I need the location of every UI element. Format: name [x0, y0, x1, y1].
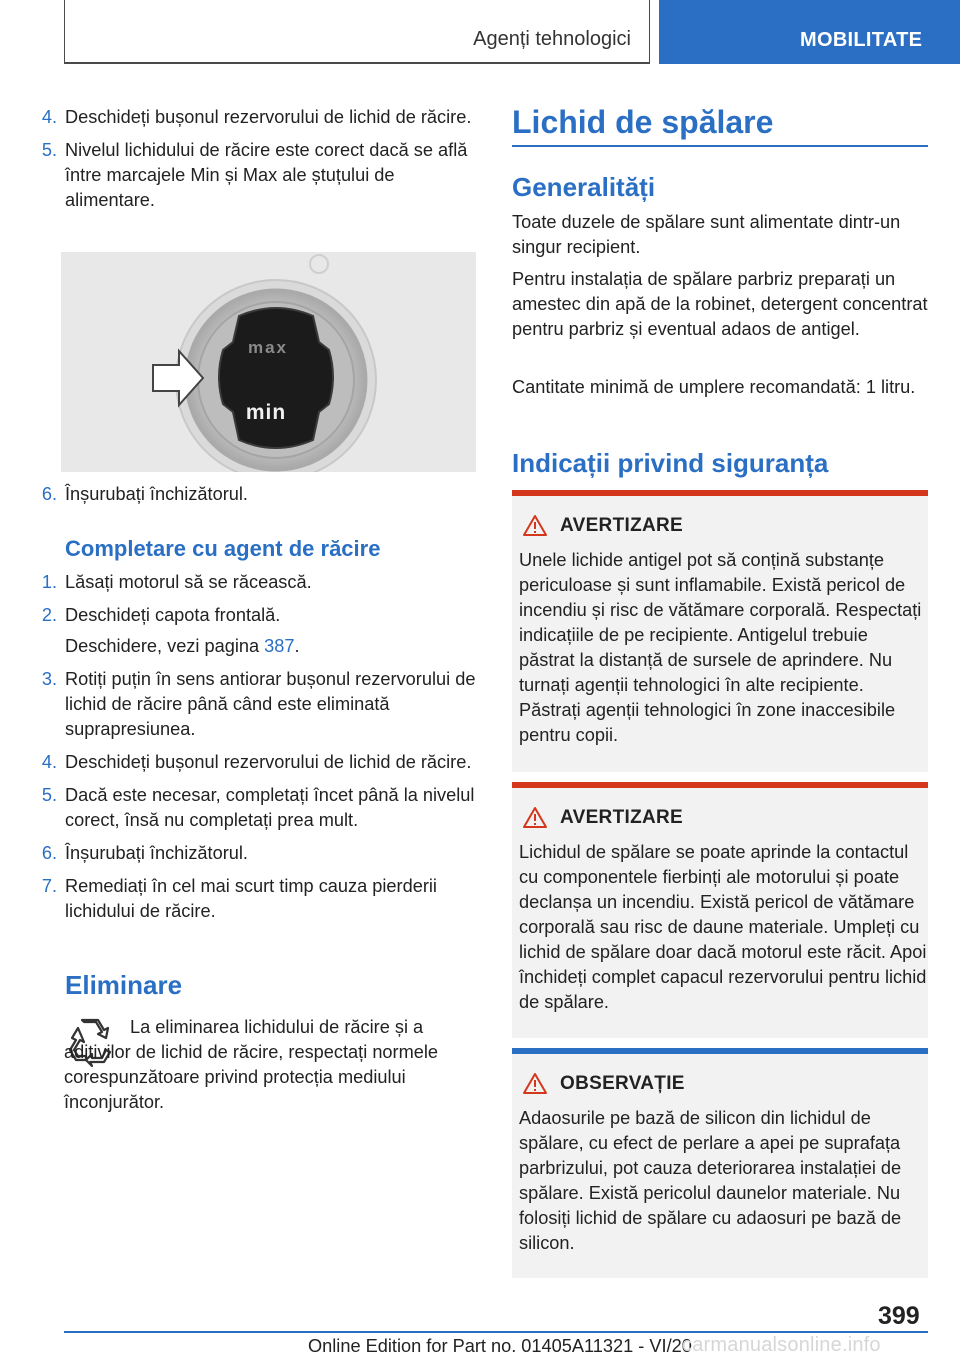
warning-header	[522, 514, 683, 537]
step-text: Lăsați motorul să se răcească.	[65, 572, 312, 592]
page-reference-link[interactable]: 387	[264, 636, 295, 656]
footer-watermark: carmanualsonline.info	[682, 1334, 881, 1356]
list-item	[36, 874, 482, 924]
footer-rule	[64, 1331, 928, 1333]
coolant-check-final	[36, 482, 482, 515]
list-item	[36, 603, 482, 628]
coolant-cap-illustration	[61, 252, 476, 472]
general-paragraph-1: Toate duzele de spălare sunt alimentate dintr-un singur recipient.	[512, 212, 901, 257]
fill-coolant-steps	[36, 570, 482, 932]
list-item	[36, 105, 482, 130]
notice-header	[522, 1072, 685, 1095]
warning-label: AVERTIZARE	[560, 514, 683, 536]
cap-min-mark: min	[245, 401, 287, 424]
general-paragraph-3: Cantitate minimă de umplere recomandată: 1 litru.	[512, 377, 916, 397]
step-number: 6.	[41, 843, 57, 863]
warning-label: AVERTIZARE	[560, 806, 683, 828]
list-item	[36, 570, 482, 595]
safety-heading: Indicații privind siguranța	[512, 448, 829, 478]
step-text: Deschideți bușonul rezervorului de lichid de răcire.	[65, 752, 472, 772]
list-item	[36, 667, 482, 742]
step-text: Rotiți puțin în sens antiorar bușonul rezervorului de lichid de răcire până când este eliminată suprapresiunea.	[65, 669, 476, 739]
general-paragraph-2: Pentru instalația de spălare parbriz preparați un amestec din apă de la robinet, detergent concentrat pentru parbriz și eventual adaos de antigel.	[512, 269, 928, 339]
step-number: 4.	[41, 752, 57, 772]
notice-text: Adaosurile pe bază de silicon din lichidul de spălare, cu efect de perlare a apei pe suprafața parbrizului, pot cauza deteriorarea instalației de spălare. Există pericolul daunelor materiale. Nu folosiți lichid de spălare cu adaosuri pe bază de silicon.	[519, 1108, 902, 1253]
disposal-text: La eliminarea lichidului de răcire și a aditivilor de lichid de răcire, respectați normele corespunzătoare privind protecția mediului înconjurător.	[64, 1017, 439, 1112]
title-rule	[512, 145, 928, 147]
step-note-end: .	[294, 636, 300, 656]
step-number: 1.	[41, 572, 57, 592]
step-number: 7.	[41, 876, 57, 896]
notice-bar	[512, 1048, 928, 1054]
header-chapter-tab[interactable]	[659, 0, 960, 64]
general-heading: Generalități	[512, 172, 656, 202]
page-title: Lichid de spălare	[512, 104, 774, 140]
header-section-box	[64, 0, 650, 64]
warning-header	[522, 806, 683, 829]
disposal-heading: Eliminare	[65, 970, 183, 1000]
header-chapter-title: MOBILITATE	[800, 29, 923, 51]
coolant-cap-figure	[61, 252, 476, 472]
step-text: Dacă este necesar, completați încet până la nivelul corect, însă nu completați prea mult.	[65, 785, 475, 830]
warning-text: Unele lichide antigel pot să conțină substanțe periculoase și sunt inflamabile. Există pericol de incendiu și risc de vătămare corporală. Respectați indicațiile de pe recipiente. Antigelul trebuie păstrat la distanță de sursele de aprindere. Nu turnați agenții tehnologici în alte recipiente. Păstrați agenții tehnologici în zone inaccesibile pentru copii.	[519, 550, 922, 745]
step-text: Nivelul lichidului de răcire este corect dacă se află între marcajele Min și Max ale ștuțului de alimentare.	[65, 140, 468, 210]
step-note-text: Deschidere, vezi pagina	[65, 636, 265, 656]
warning-bar	[512, 490, 928, 496]
step-text: Înșurubați închizătorul.	[65, 843, 248, 863]
list-item	[36, 750, 482, 775]
list-item	[36, 138, 482, 213]
warning-text: Lichidul de spălare se poate aprinde la contactul cu componentele fierbinți ale motorului și poate declanșa un incendiu. Există pericol de vătămare corporală sau risc de daune materiale. Umpleți cu lichid de spălare doar dacă motorul este răcit. Apoi închideți complet capacul rezervorului pentru lichid de spălare.	[519, 842, 927, 1012]
list-item	[36, 482, 482, 507]
step-text: Remediați în cel mai scurt timp cauza pierderii lichidului de răcire.	[65, 876, 437, 921]
cap-max-mark: max	[247, 338, 289, 357]
warning-triangle-icon	[522, 806, 548, 829]
header-section-title: Agenți tehnologici	[473, 28, 631, 50]
step-number: 6.	[41, 484, 57, 504]
warning-triangle-icon	[522, 514, 548, 537]
step-text: Deschideți bușonul rezervorului de lichid de răcire.	[65, 107, 472, 127]
warning-bar	[512, 782, 928, 788]
fill-coolant-heading: Completare cu agent de răcire	[65, 536, 381, 561]
notice-label: OBSERVAȚIE	[560, 1072, 685, 1094]
warning-box	[512, 782, 928, 1038]
step-text: Înșurubați închizătorul.	[65, 484, 248, 504]
step-number: 3.	[41, 669, 57, 689]
warning-triangle-icon	[522, 1072, 548, 1095]
footer-edition: Online Edition for Part no. 01405A11321 - VI/20	[308, 1336, 692, 1356]
list-item	[36, 841, 482, 866]
step-number: 5.	[41, 140, 57, 160]
step-number: 4.	[41, 107, 57, 127]
page-number: 399	[878, 1302, 920, 1330]
step-number: 5.	[41, 785, 57, 805]
notice-box	[512, 1048, 928, 1278]
step-text: Deschideți capota frontală.	[65, 605, 281, 625]
warning-box	[512, 490, 928, 772]
list-item	[36, 783, 482, 833]
step-note	[36, 634, 482, 659]
step-number: 2.	[41, 605, 57, 625]
coolant-check-steps	[36, 105, 482, 221]
